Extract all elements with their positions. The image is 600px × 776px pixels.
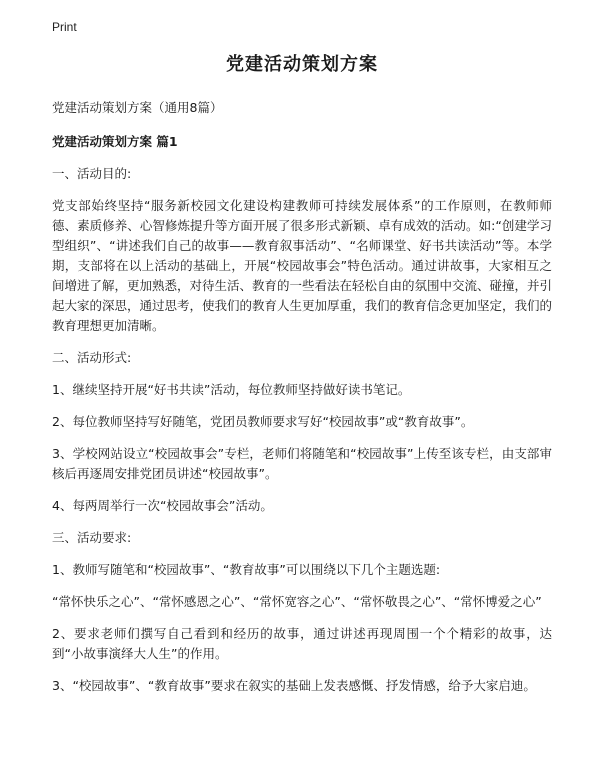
list-item-requirement-2: 2、要求老师们撰写自己看到和经历的故事，通过讲述再现周围一个个精彩的故事，达到“小故事演绎大人生”的作用。 xyxy=(52,626,552,661)
section-heading: 党建活动策划方案 篇1 xyxy=(52,134,178,149)
list-item-requirement-3: 3、“校园故事”、“教育故事”要求在叙实的基础上发表感慨、抒发情感，给予大家启迪。 xyxy=(52,678,536,693)
heading-purpose: 一、活动目的: xyxy=(52,166,132,181)
list-item-format-2: 2、每位教师坚持写好随笔，党团员教师要求写好“校园故事”或“教育故事”。 xyxy=(52,414,474,429)
heading-format: 二、活动形式: xyxy=(52,350,132,365)
list-item-requirement-1: 1、教师写随笔和“校园故事”、“教育故事”可以围绕以下几个主题选题: xyxy=(52,562,441,577)
heading-requirements: 三、活动要求: xyxy=(52,530,132,545)
document-page xyxy=(52,52,552,704)
paragraph-themes: “常怀快乐之心”、“常怀感恩之心”、“常怀宽容之心”、“常怀敬畏之心”、“常怀博爱之心” xyxy=(52,594,542,609)
print-link[interactable]: Print xyxy=(52,20,77,34)
document-subtitle: 党建活动策划方案（通用8篇） xyxy=(52,100,223,115)
paragraph-purpose-body: 党支部始终坚持“服务新校园文化建设构建教师可持续发展体系”的工作原则，在教师师德、素质修养、心智修炼提升等方面开展了很多形式新颖、卓有成效的活动。如:“创建学习型组织”、“讲述我们自己的故事——教育叙事活动”、“名师课堂、好书共读活动”等。本学期，支部将在以上活动的基础上，开展“校园故事会”特色活动。通过讲故事，大家相互之间增进了解，更加熟悉，对待生活、教育的一些看法在轻松自由的氛围中交流、碰撞，并引起大家的深思，通过思考，使我们的教育人生更加厚重，我们的教育信念更加坚定，我们的教育理想更加清晰。 xyxy=(52,198,553,333)
list-item-format-3: 3、学校网站设立“校园故事会”专栏，老师们将随笔和“校园故事”上传至该专栏，由支部审核后再逐周安排党团员讲述“校园故事”。 xyxy=(52,446,552,481)
list-item-format-4: 4、每两周举行一次“校园故事会”活动。 xyxy=(52,498,273,513)
list-item-format-1: 1、继续坚持开展“好书共读”活动，每位教师坚持做好读书笔记。 xyxy=(52,382,411,397)
document-title: 党建活动策划方案 xyxy=(226,54,378,75)
